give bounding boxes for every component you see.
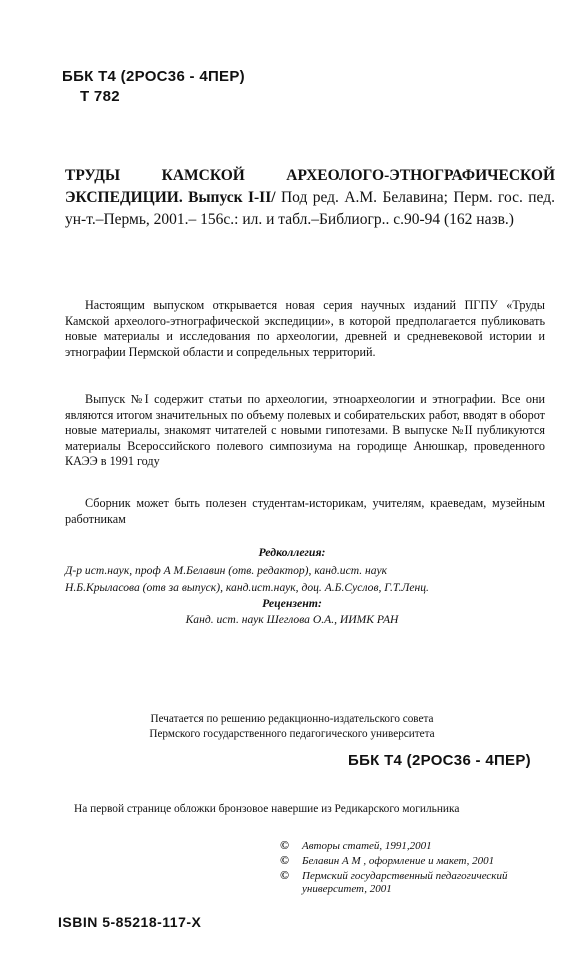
cover-note: На первой странице обложки бронзовое навершие из Редикарского могильника [74, 803, 460, 815]
title-bold: ТРУДЫ КАМСКОЙ АРХЕОЛОГО-ЭТНОГРАФИЧЕСКОЙ ЭКСПЕДИЦИИ. Выпуск I-II/ [65, 167, 555, 206]
abstract-paragraph-2: Выпуск №I содержит статьи по археологии, этноархеологии и этнографии. Все они являются итогом значительных по объему полевых и собирательских работ, вводят в оборот новые материалы, знакомят читателей с новыми гипотезами. В выпуске №II публикуются материалы Всероссийского полевого симпозиума на городище Анюшкар, проведенного КАЭЭ в 1991 году [65, 392, 545, 469]
bibliographic-title [65, 165, 555, 231]
copyright-belavin-text: Белавин А М , оформление и макет, 2001 [302, 855, 495, 867]
editorial-line-2: Н.Б.Крыласова (отв за выпуск), канд.ист.наук, доц. А.Б.Суслов, Г.Т.Ленц. [65, 581, 429, 594]
copyright-icon: © [280, 838, 289, 852]
title-details: Под ред. А.М. Белавина; Перм. гос. пед. ун-т.–Пермь, 2001.– 156с.: ил. и табл.–Библиогр.. с.90-94 (162 назв.) [65, 189, 555, 228]
editorial-heading: Редколлегия: [258, 545, 326, 559]
bbk-code-bottom: ББК Т4 (2РОС36 - 4ПЕР) [348, 752, 531, 769]
bbk-code-top: ББК Т4 (2РОС36 - 4ПЕР) [62, 68, 245, 85]
reviewer-name: Канд. ист. наук Шеглова О.А., ИИМК РАН [185, 613, 399, 626]
copyright-belavin [280, 853, 570, 868]
author-mark: Т 782 [80, 88, 120, 105]
isbn: ISBIN 5-85218-117-X [58, 914, 202, 930]
publication-decision-line-2: Пермского государственного педагогического университета [149, 728, 435, 740]
publication-decision-line-1: Печатается по решению редакционно-издательского совета [150, 713, 434, 725]
copyright-icon: © [280, 868, 289, 882]
copyright-authors-text: Авторы статей, 1991,2001 [302, 840, 432, 852]
copyright-authors [280, 838, 570, 853]
copyright-icon: © [280, 853, 289, 867]
copyright-university-text: Пермский государственный педагогический [302, 870, 508, 882]
abstract-paragraph-1: Настоящим выпуском открывается новая серия научных изданий ПГПУ «Труды Камской археолого-этнографической экспедиции», в которой предполагается публиковать новые материалы и исследования по археологии, древней и средневековой истории и этнографии Пермской области и сопредельных территорий. [65, 298, 545, 359]
copyright-university [280, 868, 570, 883]
editorial-line-1: Д-р ист.наук, проф А М.Белавин (отв. редактор), канд.ист. наук [65, 564, 388, 577]
reviewer-heading: Рецензент: [262, 596, 322, 610]
abstract-paragraph-3: Сборник может быть полезен студентам-историкам, учителям, краеведам, музейным работникам [65, 496, 545, 526]
copyright-university-year: университет, 2001 [302, 883, 392, 895]
